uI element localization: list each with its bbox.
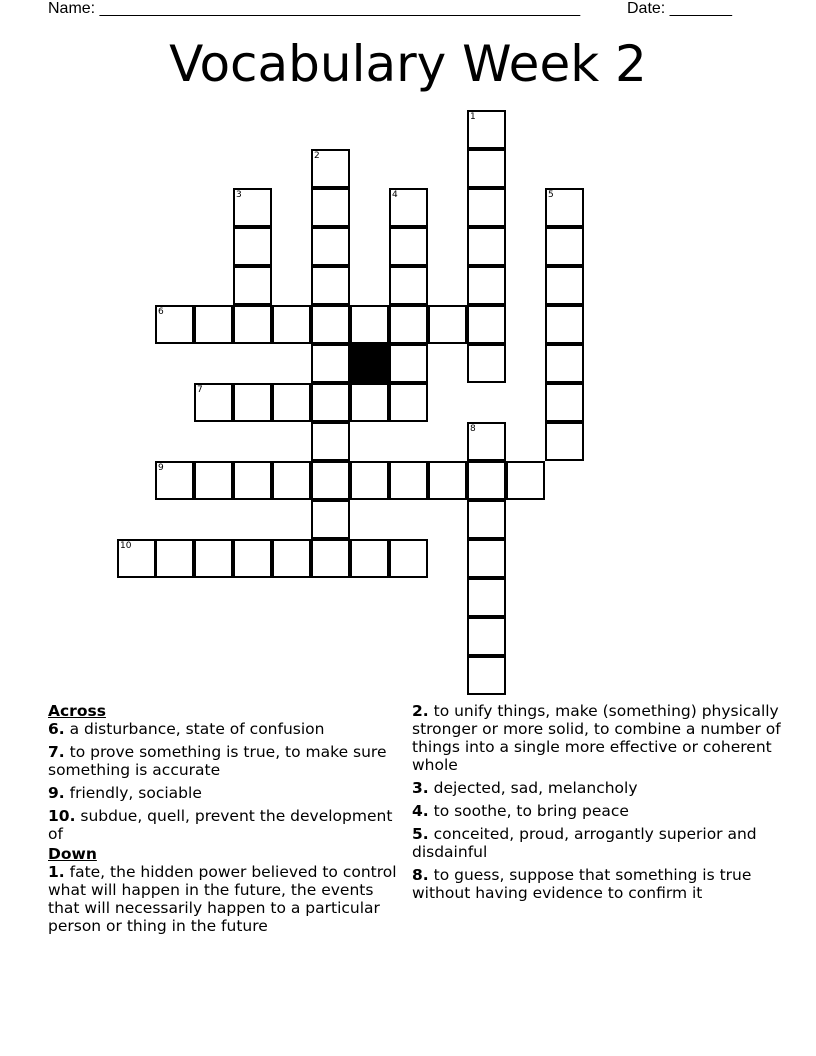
- grid-cell[interactable]: [311, 266, 350, 305]
- clue-text: to prove something is true, to make sure something is accurate: [48, 743, 387, 779]
- grid-cell[interactable]: [311, 344, 350, 383]
- clue-text: dejected, sad, melancholy: [428, 779, 638, 797]
- grid-cell[interactable]: [194, 383, 233, 422]
- name-field-label: Name: ______________________________________________________: [48, 0, 581, 17]
- grid-cell[interactable]: [311, 305, 350, 344]
- clue-number: 2.: [412, 702, 429, 720]
- across-heading: Across: [48, 702, 106, 720]
- grid-black-cell: [350, 344, 389, 383]
- clue-number: 7.: [48, 743, 65, 761]
- clue-text: a disturbance, state of confusion: [64, 720, 325, 738]
- clue-down-1: [48, 863, 408, 935]
- clue-across-9: [48, 784, 408, 802]
- grid-cell[interactable]: [545, 383, 584, 422]
- grid-clue-number: 8: [470, 424, 476, 434]
- grid-cell[interactable]: [389, 266, 428, 305]
- grid-cell[interactable]: [545, 227, 584, 266]
- grid-cell[interactable]: [467, 461, 506, 500]
- clue-text: to guess, suppose that something is true without having evidence to confirm it: [412, 866, 752, 902]
- grid-cell[interactable]: [350, 383, 389, 422]
- grid-cell[interactable]: [272, 305, 311, 344]
- clue-number: 3.: [412, 779, 429, 797]
- clue-across-10: [48, 807, 408, 843]
- grid-cell[interactable]: [389, 539, 428, 578]
- grid-cell[interactable]: [467, 266, 506, 305]
- down-heading: Down: [48, 845, 97, 863]
- clue-down-5: [412, 825, 782, 861]
- grid-cell[interactable]: [389, 188, 428, 227]
- grid-cell[interactable]: [428, 461, 467, 500]
- grid-cell[interactable]: [467, 656, 506, 695]
- grid-cell[interactable]: [233, 383, 272, 422]
- grid-cell[interactable]: [467, 110, 506, 149]
- grid-cell[interactable]: [545, 266, 584, 305]
- grid-clue-number: 6: [158, 307, 164, 317]
- clue-across-7: [48, 743, 408, 779]
- clue-text: conceited, proud, arrogantly superior and disdainful: [412, 825, 757, 861]
- clue-text: to soothe, to bring peace: [428, 802, 629, 820]
- clue-number: 1.: [48, 863, 65, 881]
- grid-cell[interactable]: [350, 539, 389, 578]
- grid-clue-number: 5: [548, 190, 554, 200]
- grid-cell[interactable]: [467, 149, 506, 188]
- grid-cell[interactable]: [467, 578, 506, 617]
- grid-cell[interactable]: [467, 422, 506, 461]
- clue-number: 5.: [412, 825, 429, 843]
- grid-cell[interactable]: [389, 461, 428, 500]
- grid-cell[interactable]: [233, 266, 272, 305]
- grid-cell[interactable]: [506, 461, 545, 500]
- grid-clue-number: 9: [158, 463, 164, 473]
- grid-clue-number: 1: [470, 112, 476, 122]
- grid-cell[interactable]: [194, 539, 233, 578]
- grid-cell[interactable]: [194, 461, 233, 500]
- grid-cell[interactable]: [467, 344, 506, 383]
- grid-cell[interactable]: [350, 305, 389, 344]
- grid-clue-number: 3: [236, 190, 242, 200]
- grid-cell[interactable]: [467, 227, 506, 266]
- clue-number: 6.: [48, 720, 65, 738]
- grid-cell[interactable]: [272, 539, 311, 578]
- grid-cell[interactable]: [233, 461, 272, 500]
- grid-cell[interactable]: [311, 188, 350, 227]
- clue-across-6: [48, 720, 408, 738]
- grid-cell[interactable]: [311, 500, 350, 539]
- clues-left-column: [48, 702, 408, 940]
- clue-text: to unify things, make (something) physically stronger or more solid, to combine a number of things into a single more effective or coherent whole: [412, 702, 781, 774]
- grid-cell[interactable]: [545, 188, 584, 227]
- clue-text: friendly, sociable: [64, 784, 202, 802]
- clue-number: 8.: [412, 866, 429, 884]
- grid-clue-number: 4: [392, 190, 398, 200]
- clue-down-3: [412, 779, 782, 797]
- grid-cell[interactable]: [467, 617, 506, 656]
- grid-cell[interactable]: [389, 305, 428, 344]
- grid-cell[interactable]: [194, 305, 233, 344]
- grid-cell[interactable]: [272, 383, 311, 422]
- grid-cell[interactable]: [350, 461, 389, 500]
- grid-cell[interactable]: [155, 305, 194, 344]
- grid-cell[interactable]: [389, 383, 428, 422]
- clue-number: 10.: [48, 807, 76, 825]
- grid-cell[interactable]: [545, 422, 584, 461]
- clue-text: fate, the hidden power believed to control what will happen in the future, the events that will necessarily happen to a particular person or thing in the future: [48, 863, 397, 935]
- grid-cell[interactable]: [233, 539, 272, 578]
- grid-cell[interactable]: [467, 539, 506, 578]
- grid-clue-number: 10: [120, 541, 132, 551]
- clue-number: 4.: [412, 802, 429, 820]
- grid-cell[interactable]: [155, 461, 194, 500]
- grid-cell[interactable]: [467, 500, 506, 539]
- grid-cell[interactable]: [117, 539, 156, 578]
- grid-cell[interactable]: [311, 227, 350, 266]
- grid-cell[interactable]: [311, 461, 350, 500]
- grid-cell[interactable]: [155, 539, 194, 578]
- grid-clue-number: 2: [314, 151, 320, 161]
- grid-cell[interactable]: [233, 305, 272, 344]
- grid-cell[interactable]: [389, 344, 428, 383]
- clue-number: 9.: [48, 784, 65, 802]
- grid-cell[interactable]: [272, 461, 311, 500]
- grid-cell[interactable]: [389, 227, 428, 266]
- clue-text: subdue, quell, prevent the development of: [48, 807, 393, 843]
- grid-cell[interactable]: [311, 422, 350, 461]
- clues-right-column: [412, 702, 782, 907]
- clue-down-4: [412, 802, 782, 820]
- grid-cell[interactable]: [311, 383, 350, 422]
- date-field-label: Date: _______: [627, 0, 732, 17]
- page-title: Vocabulary Week 2: [169, 35, 647, 93]
- grid-cell[interactable]: [545, 344, 584, 383]
- grid-cell[interactable]: [467, 305, 506, 344]
- grid-cell[interactable]: [428, 305, 467, 344]
- grid-clue-number: 7: [197, 385, 203, 395]
- grid-cell[interactable]: [467, 188, 506, 227]
- grid-cell[interactable]: [233, 188, 272, 227]
- grid-cell[interactable]: [311, 539, 350, 578]
- grid-cell[interactable]: [545, 305, 584, 344]
- grid-cell[interactable]: [311, 149, 350, 188]
- grid-cell[interactable]: [233, 227, 272, 266]
- clue-down-8: [412, 866, 782, 902]
- clue-down-2: [412, 702, 782, 774]
